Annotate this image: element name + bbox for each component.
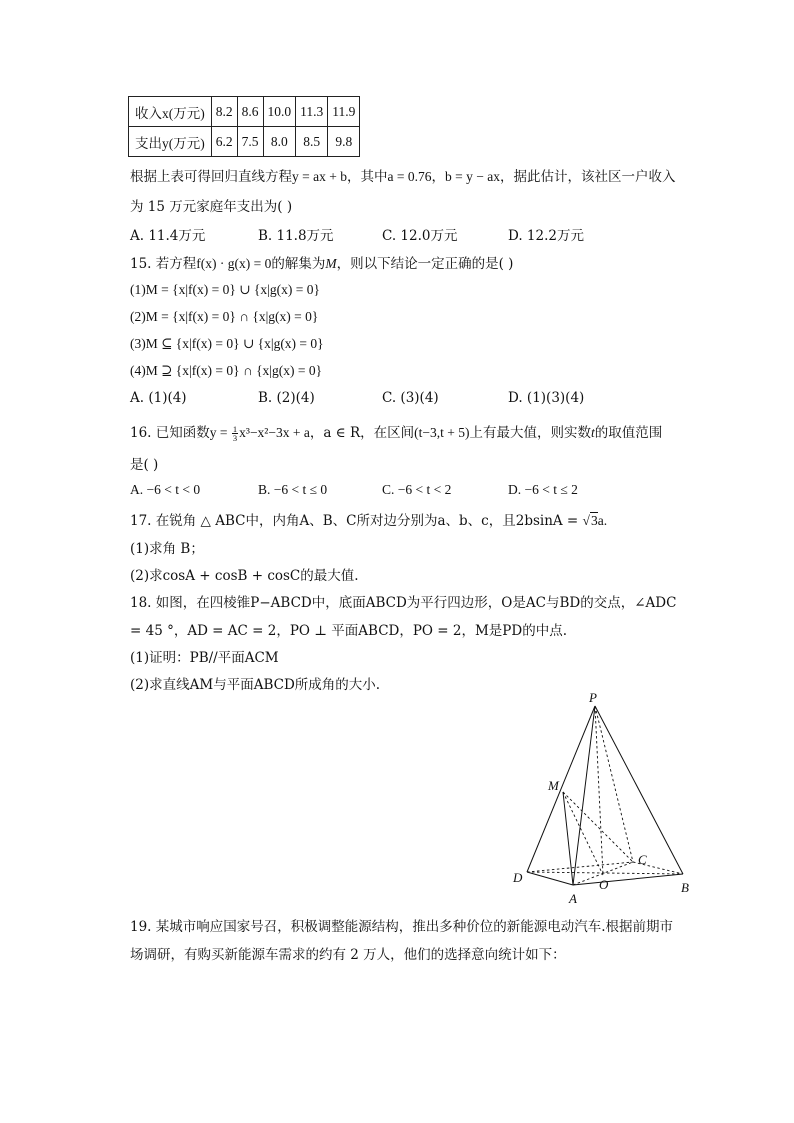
q15-option-a: A. (1)(4) [130,390,187,406]
q14-option-b: B. 11.8万元 [258,228,334,244]
q17-part1: (1)求角 B； [130,541,204,557]
q16-option-a: A. −6 < t < 0 [130,482,201,497]
table-row [129,97,360,127]
q16-text: 的取值范围 [594,425,663,441]
q18-line1: 18. 如图，在四棱锥P−ABCD中，底面ABCD为平行四边形，O是AC与BD的交点，∠ADC [130,595,677,611]
edge-po-hidden [595,706,603,875]
table-cell: 7.5 [237,127,263,157]
q16-option-b: B. −6 < t ≤ 0 [258,482,328,497]
q16-interval: (t−3,t + 5) [414,425,470,440]
pyramid-figure [505,690,705,910]
table-cell: 10.0 [263,97,296,127]
q15-stem [130,252,513,272]
edge-da [527,872,573,885]
q14-text: ， [431,169,445,185]
q15-equation: f(x) · g(x) = 0 [196,256,272,271]
edge-dc-hidden [527,862,633,872]
edge-mc-hidden [563,792,633,862]
q15-text: 的解集为 [271,256,326,272]
fraction-numerator: 1 [232,424,238,434]
q14-text: ，据此估计，该社区一户收入 [499,169,676,185]
q16-line2: 是( ) [130,457,159,473]
label-c: C [638,852,647,867]
label-o: O [599,877,609,892]
q16-option-d: D. −6 < t ≤ 2 [508,482,578,497]
table-row [129,127,360,157]
q15-text: ，则以下结论一定正确的是( ) [336,256,514,272]
q15-item-4: (4)M ⊇ {x|f(x) = 0} ∩ {x|g(x) = 0} [130,363,323,378]
table-cell: 6.2 [211,127,237,157]
q19-line2: 场调研，有购买新能源车需求的约有 2 万人，他们的选择意向统计如下： [130,947,566,963]
fraction-one-third [232,425,238,442]
label-a: A [569,891,577,906]
table-cell: 8.5 [296,127,328,157]
q17-tail: a. [597,513,608,528]
data-table [128,96,360,157]
label-b: B [681,880,689,895]
q17-text: 17. 在锐角 △ ABC中，内角A、B、C所对边分别为a、b、c，且2bsinA = [130,513,583,529]
q15-option-c: C. (3)(4) [382,390,439,406]
q15-item-3: (3)M ⊆ {x|f(x) = 0} ∪ {x|g(x) = 0} [130,336,324,351]
table-cell: 8.2 [211,97,237,127]
q14-option-c: C. 12.0万元 [382,228,458,244]
table-cell: 11.3 [296,97,328,127]
q14-option-a: A. 11.4万元 [130,228,206,244]
edge-pc-hidden [595,706,633,862]
table-cell: 8.0 [263,127,296,157]
q15-option-b: B. (2)(4) [258,390,315,406]
q16-option-c: C. −6 < t < 2 [382,482,452,497]
q14-line1 [130,165,675,185]
a-hat-value: a = 0.76 [387,169,432,184]
table-cell: 9.8 [328,127,360,157]
q18-part2: (2)求直线AM与平面ABCD所成角的大小. [130,677,381,693]
q17-stem: 17. 在锐角 △ ABC中，内角A、B、C所对边分别为a、b、c，且2bsinA = √3a. [130,513,608,529]
q15-text: 15. 若方程 [130,256,197,272]
q16-text: 上有最大值，则实数 [469,425,591,441]
q16-polynomial: x³−x²−3x + a [239,425,310,440]
b-hat-equation: b = y − ax [444,169,500,184]
q19-line1: 19. 某城市响应国家号召，积极调整能源结构，推出多种价位的新能源电动汽车.根据前期市 [130,919,674,935]
q17-part2: (2)求cosA + cosB + cosC的最大值. [130,568,359,584]
sqrt-value: 3 [590,513,598,528]
table-cell: 8.6 [237,97,263,127]
diag-db-hidden [527,872,683,874]
table-cell: 11.9 [328,97,360,127]
q18-part1: (1)证明：PB//平面ACM [130,650,279,666]
q15-set-m: M [325,256,337,271]
label-m: M [548,778,559,793]
regression-equation: y = ax + b [292,169,347,184]
table-header-cell: 收入x(万元) [129,97,212,127]
q16-stem: 16. 已知函数y = $\frac{1}{3}$ x³−x²−3x + a，a ∈ R，在区间(t−3,t + 5)上有最大值，则实数t的取值范围 [130,424,663,443]
label-d: D [513,870,523,885]
q15-option-d: D. (1)(3)(4) [508,390,585,406]
q18-line2: = 45 °，AD = AC = 2，PO ⊥ 平面ABCD，PO = 2，M是PD的中点. [130,623,568,639]
fraction-denominator: 3 [232,433,238,443]
q14-line2: 为 15 万元家庭年支出为( ) [130,199,293,215]
q15-item-2: (2)M = {x|f(x) = 0} ∩ {x|g(x) = 0} [130,309,319,324]
q14-text: 根据上表可得回归直线方程 [130,169,292,185]
q16-variable-t: t [590,425,595,440]
q16-text: 16. 已知函数 [130,425,210,441]
q16-text: ，a ∈ R，在区间 [309,425,415,441]
edge-ab [573,874,683,885]
q14-text: ，其中 [346,169,388,185]
table-header-cell: 支出y(万元) [129,127,212,157]
edge-pb [595,706,683,874]
q14-option-d: D. 12.2万元 [508,228,584,244]
edge-ma [563,792,573,885]
q15-item-1: (1)M = {x|f(x) = 0} ∪ {x|g(x) = 0} [130,282,320,297]
label-p: P [589,690,597,705]
